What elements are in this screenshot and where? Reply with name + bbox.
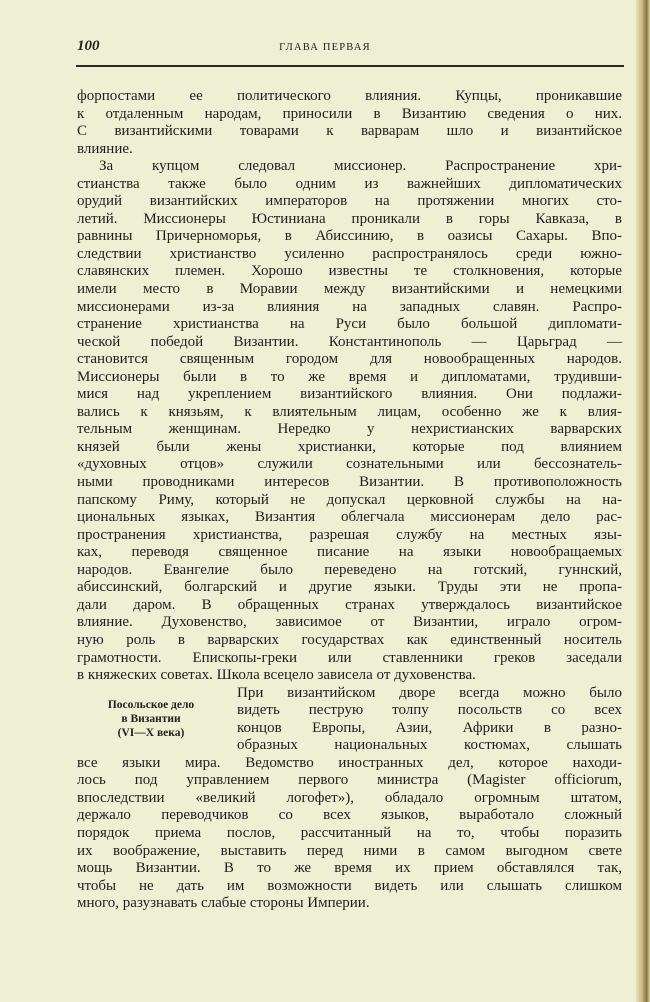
text-line: равнины Причерноморья, в Абиссинию, в оазисы Сахары. Впо- (77, 228, 622, 245)
text-line: держало переводчиков со всех языков, выработало сложный (77, 807, 622, 824)
text-line: пространения христианства, разрешая службу на местных язы- (77, 526, 622, 543)
text-line: дали даром. В обращенных странах утверждалось византийское (77, 596, 622, 613)
text-line: концов Европы, Азии, Африки в разно- (237, 719, 622, 736)
text-line: С византийскими товарами к варварам шло и византийское (77, 123, 622, 140)
text-line: чтобы не дать им возможности видеть или слышать слишком (77, 877, 622, 894)
text-line: «духовных отцов» служили сознательными или бессознатель- (77, 456, 622, 473)
text-line: впоследствии «великий логофет»), обладало огромным штатом, (77, 789, 622, 806)
text-line: мися над укреплением византийского влияния. Они подлажи- (77, 386, 622, 403)
text-line: Миссионеры были в то же время и дипломатами, трудивши- (77, 368, 622, 385)
body-text (77, 88, 622, 913)
text-line: князей были жены христианки, которые под влиянием (77, 438, 622, 455)
text-line: в княжеских советах. Школа всецело зависела от духовенства. (77, 667, 476, 684)
text-line: При византийском дворе всегда можно было (237, 684, 622, 701)
text-line: влияние. (77, 140, 133, 157)
text-line: папскому Риму, который не допускал церковной службы на на- (77, 491, 622, 508)
text-line: влияние. Духовенство, зависимое от Византии, играло огром- (77, 614, 622, 631)
text-line: странение христианства на Руси было большой дипломати- (77, 316, 622, 333)
text-line: народов. Евангелие было переведено на готский, гуннский, (77, 561, 622, 578)
margin-note-line: (VI—X века) (117, 727, 185, 739)
margin-note-line: Посольское дело (107, 699, 195, 711)
text-line: орудий византийских императоров на протяжении многих сто- (77, 193, 622, 210)
text-line: становится священным городом для новообращенных народов. (77, 351, 622, 368)
text-line: порядок приема послов, рассчитанный на то, чтобы поразить (77, 824, 622, 841)
margin-note-line: в Византии (121, 713, 181, 725)
text-line: имели место в Моравии между византийскими и немецкими (77, 281, 622, 298)
text-line: летий. Миссионеры Юстиниана проникали в горы Кавказа, в (77, 210, 622, 227)
text-line: славянских племен. Хорошо известны те столкновения, которые (77, 263, 622, 280)
text-line: мощь Византии. В то же время их прием обставлялся так, (77, 860, 622, 877)
text-line: грамотности. Епископы-греки или ставленники греков заседали (77, 649, 622, 666)
text-line: лось под управлением первого министра (Magister officiorum, (77, 772, 622, 789)
page-number: 100 (77, 38, 100, 54)
text-line: вались к князьям, к влиятельным лицам, особенно же к влия- (77, 403, 622, 420)
text-line: циональных языках, Византия облегчала миссионерам дело рас- (77, 509, 622, 526)
text-line: стианства также было одним из важнейших дипломатических (77, 175, 622, 192)
text-line: образных национальных костюмах, слышать (237, 737, 622, 754)
text-line: видеть пеструю толпу посольств со всех (237, 702, 622, 719)
text-line: к отдаленным народам, приносили в Византию сведения о них. (77, 105, 622, 122)
book-spine-edge (636, 0, 650, 1002)
text-line: ках, переводя священное писание на языки новообращаемых (77, 544, 622, 561)
text-line: миссионерами из-за влияния на западных славян. Распро- (77, 298, 622, 315)
text-line: За купцом следовал миссионер. Распространение хри- (99, 158, 622, 175)
text-line: тельным женщинам. Нередко у нехристианских варварских (77, 421, 622, 438)
text-line: абиссинский, болгарский и другие языки. Труды эти не пропа- (77, 579, 622, 596)
header-rule (76, 65, 624, 67)
text-line: форпостами ее политического влияния. Купцы, проникавшие (77, 88, 622, 104)
text-line: ческой победой Византии. Константинополь — Царьград — (77, 333, 622, 350)
text-line: их воображение, выставить перед ними в самом выгодном свете (77, 842, 622, 859)
text-line: следствии христианство усиленно распространялось среди южно- (77, 245, 622, 262)
text-line: ную роль в варварских государствах как единственный носитель (77, 631, 622, 648)
text-line: ными проводниками интересов Византии. В противоположность (77, 474, 622, 491)
text-line: все языки мира. Ведомство иностранных дел, которое находи- (77, 754, 622, 771)
running-head: ГЛАВА ПЕРВАЯ (279, 42, 371, 53)
text-line: много, разузнавать слабые стороны Империи. (77, 895, 370, 912)
